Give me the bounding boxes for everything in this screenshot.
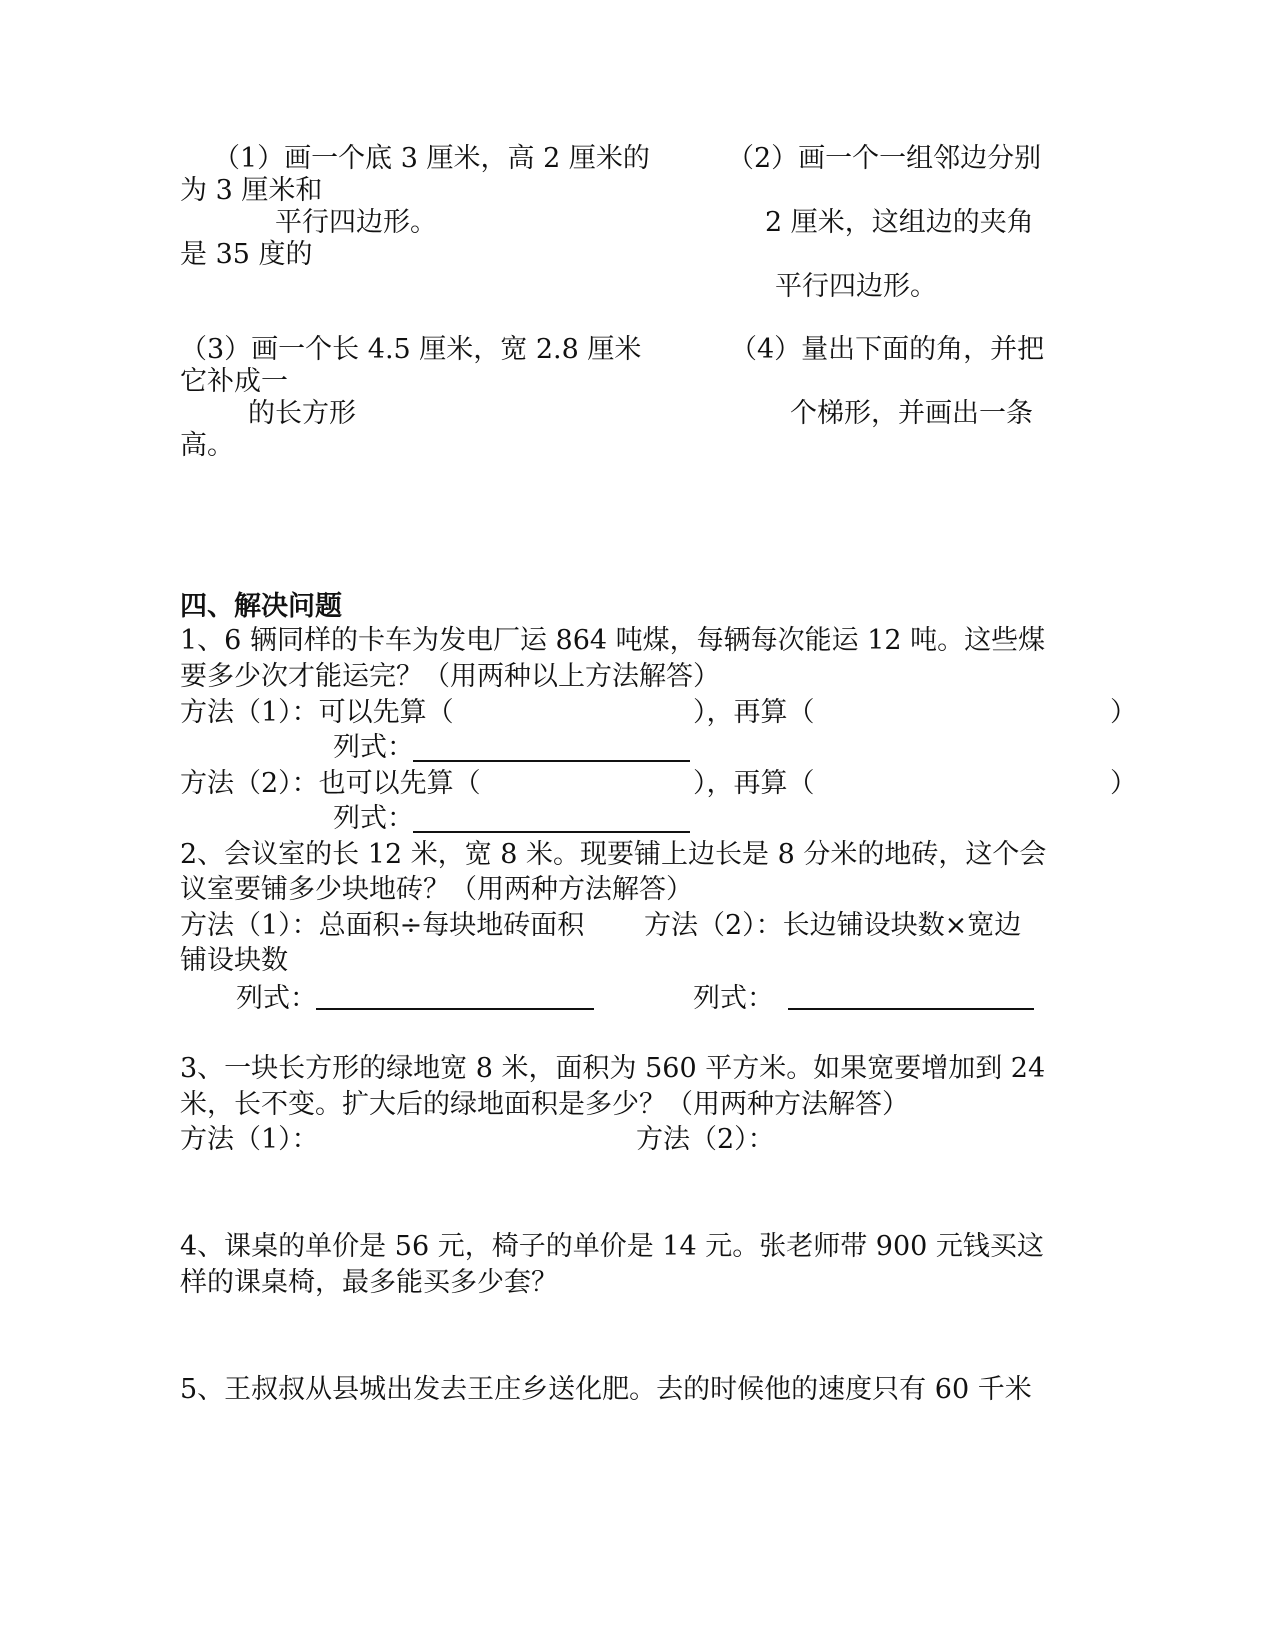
- q4-line-2: 样的课桌椅，最多能买多少套？: [180, 1267, 558, 1298]
- q2-line-2: 议室要铺多少块地砖？（用两种方法解答）: [180, 874, 693, 905]
- task-2-line-1: （2）画一个一组邻边分别: [727, 143, 1042, 174]
- q2-formula1-label: 列式：: [236, 983, 317, 1014]
- q2-line-1: 2、会议室的长 12 米，宽 8 米。现要铺上边长是 8 分米的地砖，这个会: [180, 839, 1047, 870]
- q1-method2-label: 方法（2）：也可以先算（: [180, 768, 481, 799]
- q1-method1-end: ）: [1110, 697, 1137, 728]
- q1-line-1: 1、6 辆同样的卡车为发电厂运 864 吨煤，每辆每次能运 12 吨。这些煤: [180, 625, 1046, 656]
- task-4-line-3: 个梯形，并画出一条: [790, 398, 1033, 429]
- task-4-line-1: （4）量出下面的角，并把: [730, 334, 1045, 365]
- q1-method1-formula-label: 列式：: [333, 732, 414, 763]
- q1-method2-mid: ），再算（: [693, 768, 815, 799]
- q1-method2-answer-line[interactable]: [413, 831, 690, 833]
- task-1-line-2: 为 3 厘米和: [180, 175, 323, 206]
- task-3-line-2: 它补成一: [180, 366, 288, 397]
- task-2-line-4: 是 35 度的: [180, 239, 313, 270]
- task-3-line-3: 的长方形: [248, 398, 356, 429]
- task-3-line-1: （3）画一个长 4.5 厘米，宽 2.8 厘米: [180, 334, 642, 365]
- task-1-line-1: （1）画一个底 3 厘米，高 2 厘米的: [213, 143, 650, 174]
- q1-method1-label: 方法（1）：可以先算（: [180, 697, 454, 728]
- q3-line-1: 3、一块长方形的绿地宽 8 米，面积为 560 平方米。如果宽要增加到 24: [180, 1053, 1046, 1084]
- q3-line-2: 米，长不变。扩大后的绿地面积是多少？（用两种方法解答）: [180, 1089, 909, 1120]
- q1-method2-end: ）: [1110, 768, 1137, 799]
- q5-line-1: 5、王叔叔从县城出发去王庄乡送化肥。去的时候他的速度只有 60 千米: [180, 1374, 1032, 1405]
- q2-formula1-answer-line[interactable]: [316, 1008, 594, 1010]
- q2-method1: 方法（1）：总面积÷每块地砖面积: [180, 910, 585, 941]
- q1-method2-formula-label: 列式：: [333, 803, 414, 834]
- q3-method1: 方法（1）：: [180, 1124, 319, 1155]
- task-4-line-4: 高。: [180, 430, 234, 461]
- task-1-line-3: 平行四边形。: [275, 207, 437, 238]
- q1-method1-answer-line[interactable]: [413, 760, 690, 762]
- q4-line-1: 4、课桌的单价是 56 元，椅子的单价是 14 元。张老师带 900 元钱买这: [180, 1231, 1044, 1262]
- q3-method2: 方法（2）：: [636, 1124, 775, 1155]
- q2-method2-cont: 铺设块数: [180, 945, 288, 976]
- q2-formula2-answer-line[interactable]: [788, 1008, 1034, 1010]
- task-2-line-5: 平行四边形。: [775, 271, 937, 302]
- q1-line-2: 要多少次才能运完？（用两种以上方法解答）: [180, 661, 720, 692]
- q2-formula2-label: 列式：: [693, 983, 774, 1014]
- task-2-line-3: 2 厘米，这组边的夹角: [765, 207, 1034, 238]
- q2-method2: 方法（2）：长边铺设块数×宽边: [644, 910, 1022, 941]
- section-title: 四、解决问题: [180, 591, 342, 622]
- q1-method1-mid: ），再算（: [693, 697, 815, 728]
